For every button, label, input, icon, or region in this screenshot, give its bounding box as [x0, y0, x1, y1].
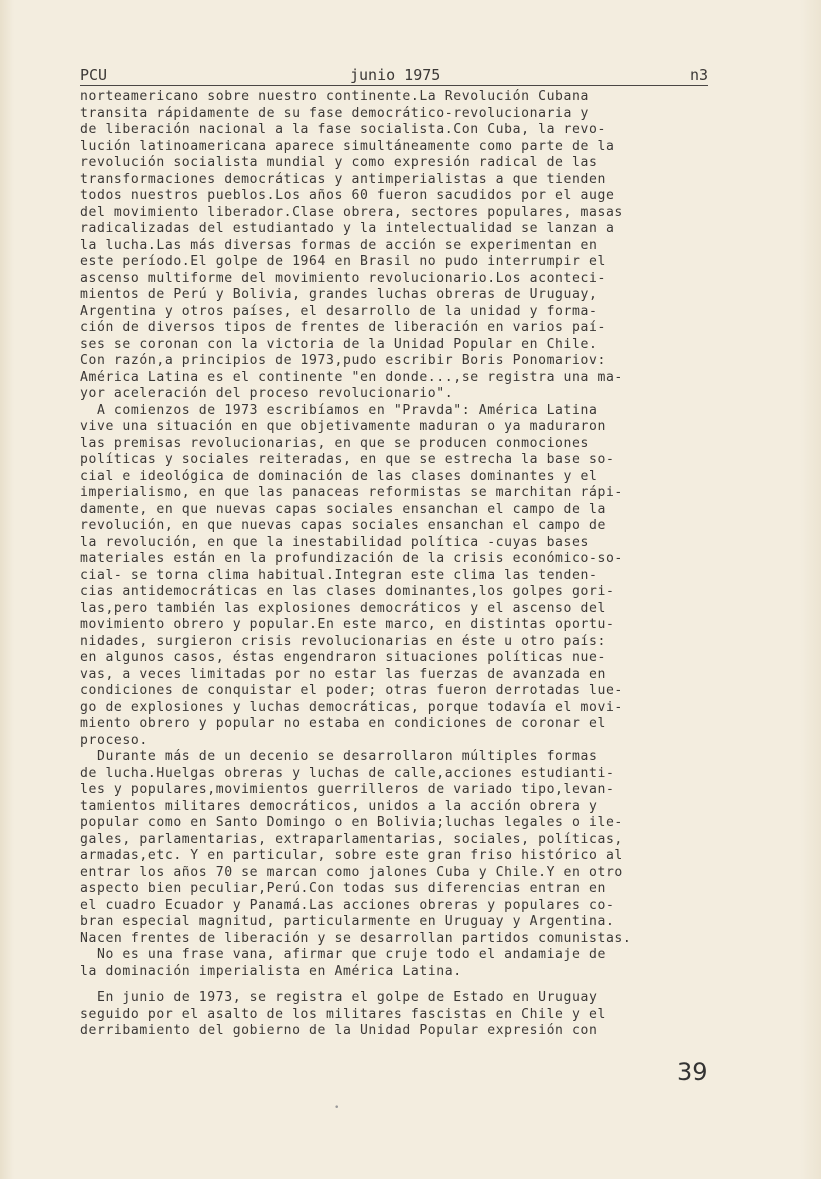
text-line: entrar los años 70 se marcan como jalones Cuba y Chile.Y en otro	[80, 864, 623, 880]
text-line: popular como en Santo Domingo o en Bolivia;luchas legales o ile-	[80, 815, 623, 830]
text-line: políticas y sociales reiteradas, en que se estrecha la base so-	[80, 452, 615, 467]
text-line: aspecto bien peculiar,Perú.Con todas sus diferencias entran en	[80, 881, 606, 896]
text-line: transformaciones democráticas y antimperialistas a que tienden	[80, 171, 606, 187]
text-line: yor aceleración del proceso revolucionario".	[80, 386, 454, 401]
text-line: materiales están en la profundización de la crisis económico-so-	[80, 551, 623, 566]
text-line: bran especial magnitud, particularmente en Uruguay y Argentina.	[80, 914, 615, 929]
text-line: miento obrero y popular no estaba en condiciones de coronar el	[80, 716, 606, 731]
header-publication: PCU	[80, 66, 108, 84]
text-line: cial- se torna clima habitual.Integran este clima las tenden-	[80, 567, 598, 583]
paragraph-gap	[80, 980, 745, 990]
page-header	[80, 66, 708, 86]
text-line: Argentina y otros países, el desarrollo de la unidad y forma-	[80, 303, 598, 319]
text-line: ascenso multiforme del movimiento revolucionario.Los aconteci-	[80, 270, 606, 286]
header-date: junio 1975	[350, 66, 441, 84]
text-line: En junio de 1973, se registra el golpe de Estado en Uruguay	[80, 990, 598, 1005]
text-line: imperialismo, en que las panaceas reformistas se marchitan rápi-	[80, 485, 623, 500]
text-line: de liberación nacional a la fase socialista.Con Cuba, la revo-	[80, 122, 606, 137]
paper-speck: •	[334, 1103, 340, 1113]
header-rule	[80, 85, 708, 86]
text-line: del movimiento liberador.Clase obrera, sectores populares, masas	[80, 204, 623, 220]
header-issue-number: n3	[689, 66, 708, 84]
text-line: vive una situación en que objetivamente maduran o ya maduraron	[80, 419, 606, 434]
text-line: armadas,etc. Y en particular, sobre este gran friso histórico al	[80, 848, 623, 863]
text-line: les y populares,movimientos guerrilleros de variado tipo,levan-	[80, 782, 615, 797]
text-line: ses se coronan con la victoria de la Unidad Popular en Chile.	[80, 336, 598, 352]
text-line: la revolución, en que la inestabilidad política -cuyas bases	[80, 534, 589, 550]
text-line: todos nuestros pueblos.Los años 60 fueron sacudidos por el auge	[80, 188, 615, 203]
text-line: nidades, surgieron crisis revolucionarias en éste u otro país:	[80, 633, 606, 649]
text-line: Con razón,a principios de 1973,pudo escribir Boris Ponomariov:	[80, 353, 606, 368]
page-number: 39	[677, 1058, 708, 1086]
text-line: No es una frase vana, afirmar que cruje todo el andamiaje de	[80, 947, 606, 962]
text-line: de lucha.Huelgas obreras y luchas de calle,acciones estudianti-	[80, 765, 615, 781]
text-line: mientos de Perú y Bolivia, grandes luchas obreras de Uruguay,	[80, 287, 598, 302]
text-line: el cuadro Ecuador y Panamá.Las acciones obreras y populares co-	[80, 897, 615, 913]
text-line: movimiento obrero y popular.En este marco, en distintas oportu-	[80, 617, 615, 632]
text-line: derribamiento del gobierno de la Unidad Popular expresión con	[80, 1023, 598, 1038]
text-line: las,pero también las explosiones democráticos y el ascenso del	[80, 600, 606, 616]
text-line: transita rápidamente de su fase democrático-revolucionaria y	[80, 105, 589, 121]
text-line: cias antidemocráticas en las clases dominantes,los golpes gori-	[80, 584, 615, 599]
text-line: tamientos militares democráticos, unidos a la acción obrera y	[80, 798, 598, 814]
text-line: ción de diversos tipos de frentes de liberación en varios paí-	[80, 320, 606, 335]
text-line: revolución, en que nuevas capas sociales ensanchan el campo de	[80, 518, 606, 533]
text-line: América Latina es el continente "en donde...,se registra una ma-	[80, 369, 623, 385]
text-line: A comienzos de 1973 escribíamos en "Pravda": América Latina	[80, 402, 598, 418]
text-line: damente, en que nuevas capas sociales ensanchan el campo de la	[80, 501, 606, 517]
text-line: seguido por el asalto de los militares fascistas en Chile y el	[80, 1006, 606, 1022]
text-line: vas, a veces limitadas por no estar las fuerzas de avanzada en	[80, 666, 606, 682]
text-line: go de explosiones y luchas democráticas, porque todavía el movi-	[80, 699, 623, 715]
text-line: este período.El golpe de 1964 en Brasil no pudo interrumpir el	[80, 254, 606, 269]
text-line: norteamericano sobre nuestro continente.La Revolución Cubana	[80, 89, 589, 104]
text-line: gales, parlamentarias, extraparlamentarias, sociales, políticas,	[80, 831, 623, 847]
text-line: cial e ideológica de dominación de las clases dominantes y el	[80, 468, 598, 484]
text-line: radicalizadas del estudiantado y la intelectualidad se lanzan a	[80, 221, 615, 236]
text-line: lución latinoamericana aparece simultáneamente como parte de la	[80, 138, 615, 154]
text-line: Durante más de un decenio se desarrollaron múltiples formas	[80, 749, 598, 764]
text-line: la dominación imperialista en América Latina.	[80, 963, 462, 979]
text-line: condiciones de conquistar el poder; otras fueron derrotadas lue-	[80, 683, 623, 698]
text-line: en algunos casos, éstas engendraron situaciones políticas nue-	[80, 650, 606, 665]
body-text	[80, 89, 745, 1040]
text-line: la lucha.Las más diversas formas de acción se experimentan en	[80, 237, 598, 253]
text-line: Nacen frentes de liberación y se desarrollan partidos comunistas.	[80, 930, 632, 946]
text-line: revolución socialista mundial y como expresión radical de las	[80, 155, 598, 170]
text-line: las premisas revolucionarias, en que se producen conmociones	[80, 435, 589, 451]
text-line: proceso.	[80, 732, 148, 748]
